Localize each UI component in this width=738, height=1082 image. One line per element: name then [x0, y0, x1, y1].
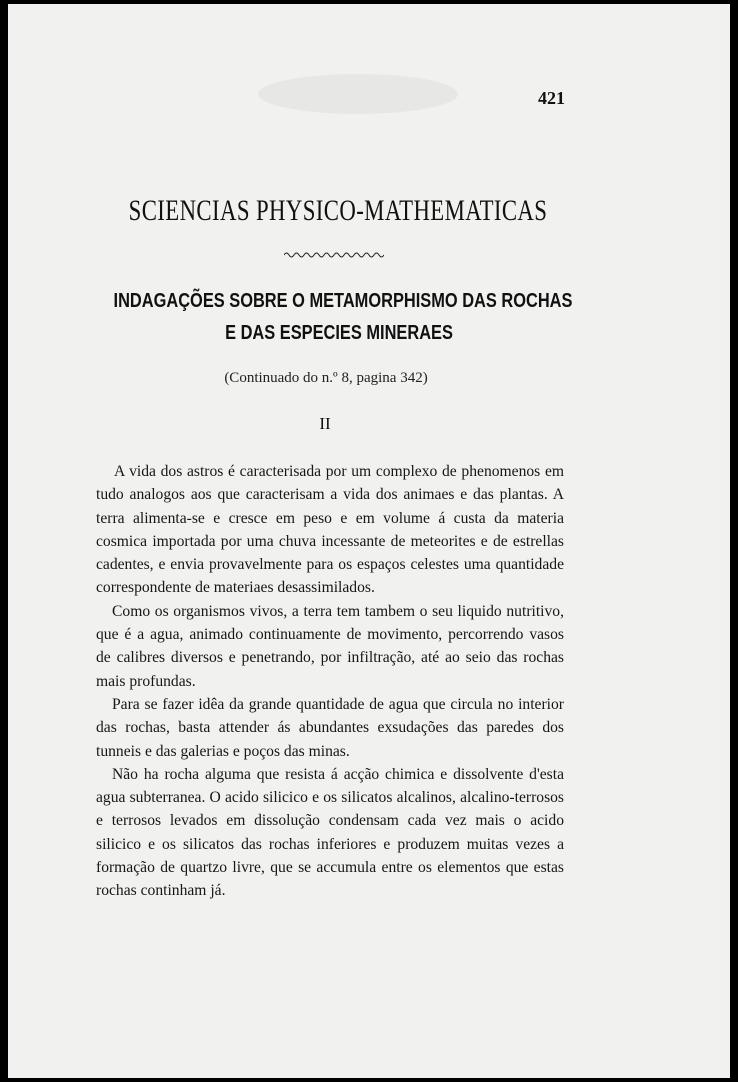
page-number: 421: [538, 88, 565, 108]
section-title: SCIENCIAS PHYSICO-MATHEMATICAS: [128, 194, 548, 227]
paragraph: A vida dos astros é caracterisada por um complexo de phenomenos em tudo analogos aos que caracterisam a vida dos animaes e das plantas. A terra alimenta-se e cresce em peso e em volume á custa da materia cosmica importada por uma chuva incessante de meteorites e de estrellas cadentes, e envia provavelmente para os espaços celestes uma quantidade correspondente de materiaes desassimilados.: [96, 463, 564, 597]
article-title-line-1: INDAGAÇÕES SOBRE O METAMORPHISMO DAS ROCHAS: [113, 290, 573, 312]
chapter-number: II: [319, 414, 331, 433]
paragraph: Como os organismos vivos, a terra tem tambem o seu liquido nutritivo, que é a agua, animado continuamente de movimento, percorrendo vasos de calibres diversos e penetrando, por infiltração, até ao seio das rochas mais profundas.: [96, 602, 564, 690]
article-title-line-2: E DAS ESPECIES MINERAES: [225, 322, 453, 344]
bleed-through-smudge: [258, 74, 458, 114]
continuation-note: (Continuado do n.º 8, pagina 342): [224, 370, 428, 386]
paragraph: Para se fazer idêa da grande quantidade de agua que circula no interior das rochas, basta attender ás abundantes exsudações das paredes dos tunneis e das galerias e poços das minas.: [96, 695, 564, 760]
body-text: [96, 460, 564, 903]
wavy-divider-ornament: [284, 251, 384, 259]
paragraph: Não ha rocha alguma que resista á acção chimica e dissolvente d'esta agua subterranea. O acido silicico e os silicatos alcalinos, alcalino-terrosos e terrosos levados em dissolução condensam cada vez mais o acido silicico e os silicatos das rochas inferiores e produzem muitas vezes a formação de quartzo livre, que se accumula entre os elementos que estas rochas continham já.: [96, 765, 564, 900]
document-page: [8, 4, 730, 1078]
